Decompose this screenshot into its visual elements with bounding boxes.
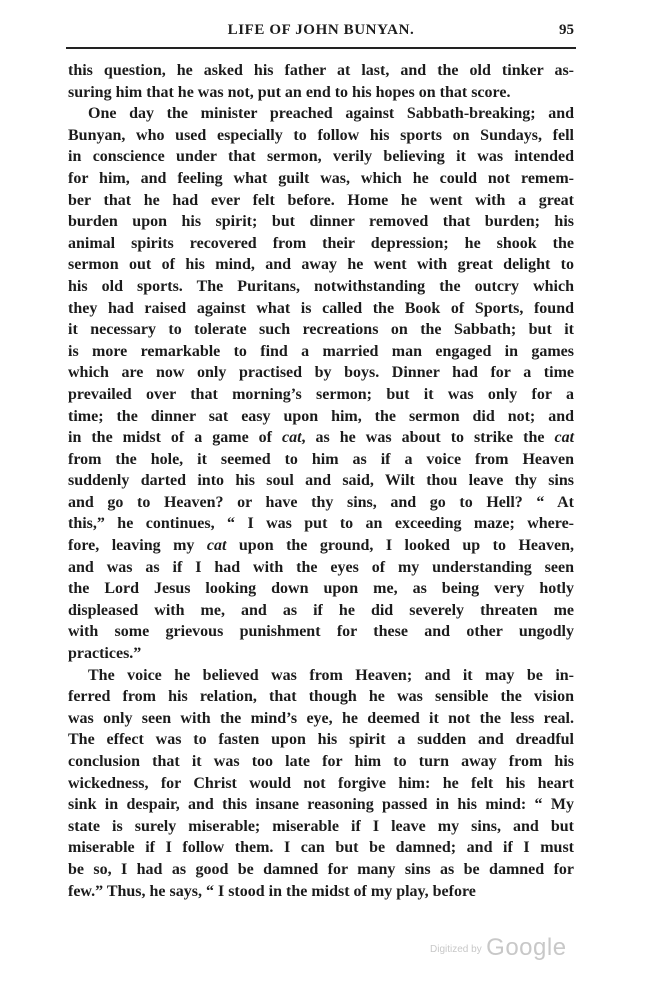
text-line: Bunyan, who used especially to follow his sports on Sundays, fell	[68, 126, 574, 144]
text-line: practices.”	[68, 645, 142, 663]
text-line: which are now only practised by boys. Dinner had for a time	[68, 364, 574, 382]
text-line: sermon out of his mind, and away he went with great delight to	[68, 256, 574, 274]
text-line: this,” he continues, “ I was put to an exceeding maze; where-	[68, 515, 574, 533]
text-line: it necessary to tolerate such recreations on the Sabbath; but it	[68, 321, 574, 339]
watermark-brand: Google	[486, 934, 567, 961]
text-line: in conscience under that sermon, verily believing it was intended	[68, 148, 574, 166]
text-line: his old sports. The Puritans, notwithstanding the outcry which	[68, 277, 574, 295]
text-line: this question, he asked his father at last, and the old tinker as-	[68, 62, 574, 79]
digitized-by-google-watermark	[430, 934, 567, 962]
text-line: One day the minister preached against Sabbath-breaking; and	[88, 105, 574, 123]
watermark-prefix: Digitized by	[430, 944, 482, 955]
text-line: miserable if I follow them. I can but be damned; and if I must	[68, 839, 574, 857]
running-title: LIFE OF JOHN BUNYAN.	[227, 22, 415, 38]
text-line: in the midst of a game of cat, as he was about to strike the cat	[68, 429, 575, 447]
text-line: is more remarkable to find a married man engaged in games	[68, 342, 574, 360]
header-rule	[66, 47, 576, 49]
paragraph	[68, 665, 574, 903]
text-line: they had raised against what is called the Book of Sports, found	[68, 299, 574, 317]
text-line: conclusion that it was too late for him to turn away from his	[68, 753, 574, 770]
text-line: from the hole, it seemed to him as if a voice from Heaven	[68, 450, 574, 468]
text-line: state is surely miserable; miserable if I leave my sins, and but	[68, 817, 574, 835]
text-line: with some grievous punishment for these and other ungodly	[68, 623, 574, 641]
text-line: was only seen with the mind’s eye, he deemed it not the less real.	[68, 709, 574, 727]
text-line: burden upon his spirit; but dinner removed that burden; his	[68, 213, 574, 231]
paragraph	[68, 60, 574, 103]
text-line: animal spirits recovered from their depression; he shook the	[68, 234, 574, 252]
text-line: The voice he believed was from Heaven; and it may be in-	[88, 666, 574, 684]
text-line: fore, leaving my cat upon the ground, I looked up to Heaven,	[68, 537, 574, 555]
text-line: prevailed over that morning’s sermon; but it was only for a	[68, 385, 574, 403]
text-line: time; the dinner sat easy upon him, the sermon did not; and	[68, 407, 574, 425]
text-line: sink in despair, and this insane reasoning passed in his mind: “ My	[68, 796, 574, 814]
text-line: The effect was to fasten upon his spirit a sudden and dreadful	[68, 731, 574, 749]
paragraph	[68, 103, 574, 664]
text-line: the Lord Jesus looking down upon me, as being very hotly	[68, 580, 574, 598]
text-line: suddenly darted into his soul and said, Wilt thou leave thy sins	[68, 472, 574, 490]
text-line: and go to Heaven? or have thy sins, and go to Hell? “ At	[68, 493, 574, 511]
page-number: 95	[559, 22, 574, 38]
page-header	[68, 22, 574, 42]
text-line: and was as if I had with the eyes of my understanding seen	[68, 558, 574, 576]
text-line: wickedness, for Christ would not forgive him: he felt his heart	[68, 774, 574, 792]
text-line: ferred from his relation, that though he was sensible the vision	[68, 688, 574, 706]
text-line: suring him that he was not, put an end to his hopes on that score.	[68, 83, 511, 101]
body-text	[68, 60, 574, 902]
text-line: be so, I had as good be damned for many sins as be damned for	[68, 860, 574, 878]
text-line: displeased with me, and as if he did severely threaten me	[68, 601, 574, 619]
text-line: few.” Thus, he says, “ I stood in the midst of my play, before	[68, 882, 476, 900]
text-line: for him, and feeling what guilt was, which he could not remem-	[68, 169, 574, 187]
text-line: ber that he had ever felt before. Home he went with a great	[68, 191, 574, 209]
